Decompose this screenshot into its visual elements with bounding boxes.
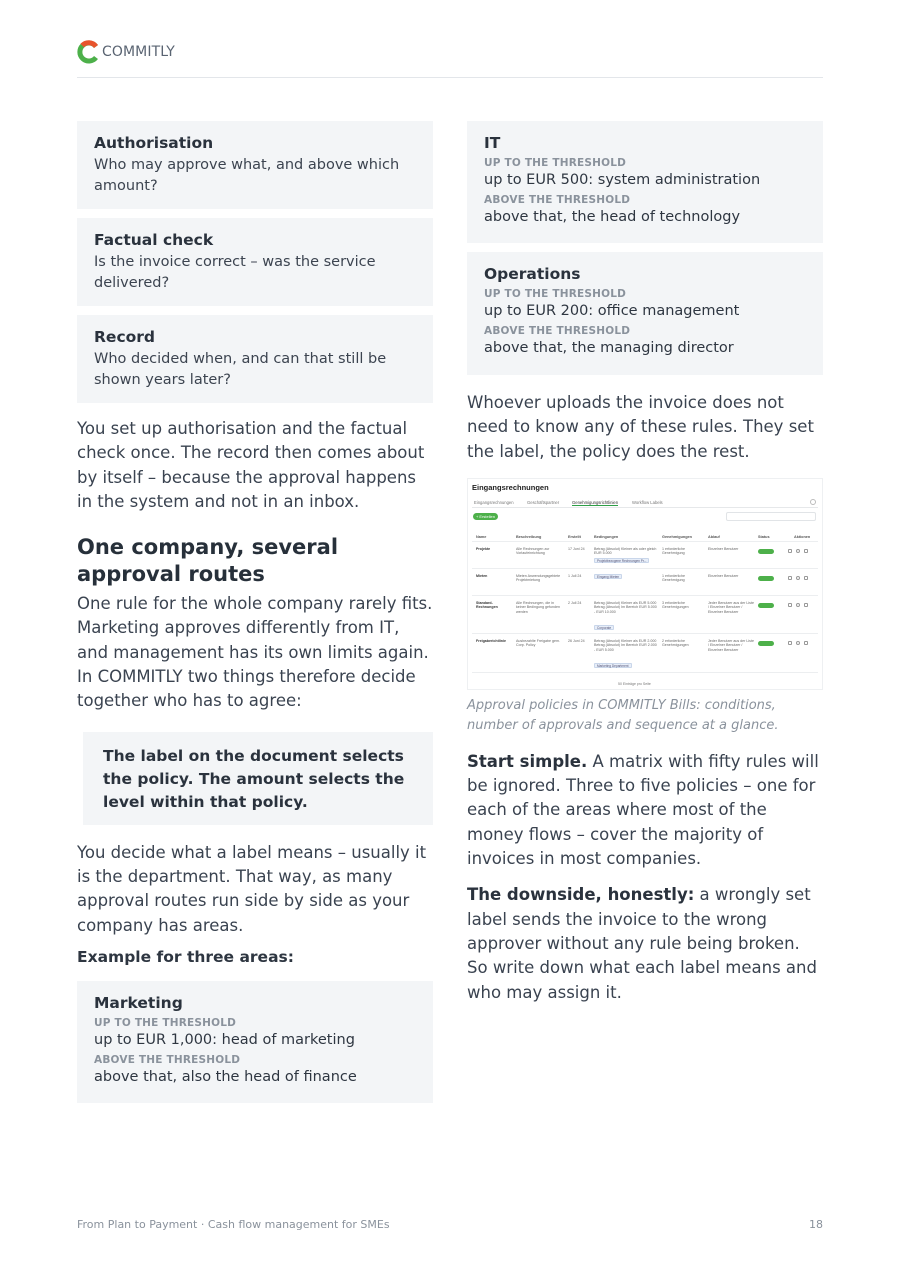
row-date: 1 Juli 24	[568, 573, 582, 578]
delete-icon	[804, 641, 808, 645]
row-desc: Alle Rechnungen, die in keiner Bedingung gefunden werden	[516, 600, 560, 615]
col-header: Erstellt	[568, 534, 581, 539]
col-header: Aktionen	[794, 534, 811, 539]
col-header: Name	[476, 534, 487, 539]
example-heading: Example for three areas:	[77, 947, 294, 966]
paragraph-uploader: Whoever uploads the invoice does not need to know any of these rules. They set the label, the policy does the rest.	[467, 393, 814, 461]
callout-box: The label on the document selects the policy. The amount selects the level within that policy.	[83, 732, 433, 825]
threshold-value: above that, also the head of finance	[94, 1068, 357, 1085]
row-flow: Jeder Benutzer aus der Liste / Einzelner Benutzer / Einzelner Benutzer	[708, 600, 754, 615]
status-toggle	[758, 549, 774, 554]
row-approvals: 1 erforderliche Genehmigung	[662, 573, 685, 583]
row-date: 2 Juli 24	[568, 600, 582, 605]
downside-text: a wrongly set label sends the invoice to the wrong approver without any rule being broken. So write down what each label means and who may assign it.	[467, 885, 817, 1002]
search-input	[726, 512, 816, 521]
table-row	[472, 635, 818, 673]
screenshot-tabs	[472, 499, 818, 508]
paragraph-record: You set up authorisation and the factual check once. The record then comes about by itself – because the approval happens in the system and not in an inbox.	[77, 419, 425, 511]
row-tag: Projektbezogene Rechnungen Pr...	[594, 558, 649, 563]
row-name: Standard-Rechnungen	[476, 600, 498, 610]
downside-bold: The downside, honestly:	[467, 885, 695, 905]
policy-card-it	[467, 121, 823, 243]
tab-partners: Geschäftspartner	[527, 499, 560, 505]
col-header: Ablauf	[708, 534, 720, 539]
row-name: Freigaberichtlinie	[476, 638, 506, 643]
policy-title: Marketing	[94, 993, 183, 1012]
row-approvals: 3 erforderliche Genehmigungen	[662, 600, 689, 610]
row-flow: Jeder Benutzer aus der Liste / Einzelner Benutzer / Einzelner Benutzer	[708, 638, 754, 653]
card-title: Authorisation	[94, 134, 214, 152]
threshold-label: ABOVE THE THRESHOLD	[484, 325, 631, 337]
delete-icon	[804, 549, 808, 553]
pagination: 50 Einträge pro Seite	[618, 681, 651, 686]
edit-icon	[788, 641, 792, 645]
policy-card-marketing	[77, 981, 433, 1103]
commitly-logo-icon	[77, 40, 101, 64]
edit-icon	[788, 603, 792, 607]
app-screenshot	[467, 478, 823, 690]
status-toggle	[758, 603, 774, 608]
copy-icon	[796, 641, 800, 645]
start-text: A matrix with fifty rules will be ignored. Three to five policies – one for each of the areas where most of the money flows – cover the majority of invoices in most companies.	[467, 751, 819, 869]
screenshot-table-header	[472, 534, 818, 542]
paragraph-one-rule: One rule for the whole company rarely fits. Marketing approves differently from IT, and management has its own limits again. In COMMITLY two things therefore decide together who has to agree:	[77, 594, 433, 711]
tab-invoices: Eingangsrechnungen	[474, 499, 514, 505]
row-cond: Betrag (Absolut) Kleiner als EUR 2.000 Betrag (Absolut) Im Bereich EUR 2.000 - EUR 5.000	[594, 638, 657, 653]
row-cond: Betrag (Absolut) Kleiner als oder gleich EUR 5.000	[594, 546, 657, 556]
row-approvals: 2 erforderliche Genehmigungen	[662, 638, 689, 648]
threshold-label: UP TO THE THRESHOLD	[94, 1016, 237, 1029]
threshold-value: up to EUR 500: system administration	[484, 172, 761, 188]
row-name: Projekte	[476, 546, 491, 551]
threshold-value: above that, the head of technology	[484, 209, 741, 225]
table-row	[472, 570, 818, 596]
figure-caption: Approval policies in COMMITLY Bills: conditions, number of approvals and sequence at a glance.	[467, 697, 779, 734]
threshold-value: up to EUR 1,000: head of marketing	[94, 1031, 355, 1048]
row-tag: Eingang Mieten	[594, 574, 622, 579]
paragraph-start-simple	[467, 750, 823, 871]
page-header	[77, 38, 823, 78]
threshold-value: above that, the managing director	[484, 340, 734, 356]
card-text: Who may approve what, and above which amount?	[94, 157, 400, 194]
threshold-value: up to EUR 200: office management	[484, 303, 740, 319]
col-header: Status	[758, 534, 770, 539]
row-cond: Betrag (Absolut) Kleiner als EUR 5.000 Betrag (Absolut) Im Bereich EUR 5.000 - EUR 10.000	[594, 600, 657, 615]
card-factual-check	[77, 218, 433, 306]
copy-icon	[796, 549, 800, 553]
row-date: 26 Juni 24	[568, 638, 585, 643]
policy-title: IT	[484, 134, 501, 152]
brand-name: COMMITLY	[102, 44, 175, 60]
create-button: + Erstellen	[473, 513, 498, 520]
delete-icon	[804, 576, 808, 580]
tab-workflow-labels: Workflow Labels	[632, 499, 663, 505]
row-date: 17 Juni 24	[568, 546, 585, 551]
tab-policies: Genehmigungsrichtlinien	[572, 499, 619, 505]
threshold-label: ABOVE THE THRESHOLD	[484, 194, 631, 206]
col-header: Bedingungen	[594, 534, 619, 539]
card-authorisation	[77, 121, 433, 209]
card-text: Is the invoice correct – was the service delivered?	[94, 254, 376, 291]
delete-icon	[804, 603, 808, 607]
row-tag: Marketing Department	[594, 663, 632, 668]
policy-card-operations	[467, 252, 823, 375]
threshold-label: UP TO THE THRESHOLD	[484, 157, 627, 169]
paragraph-downside	[467, 883, 823, 1004]
row-approvals: 1 erforderliche Genehmigung	[662, 546, 685, 556]
copy-icon	[796, 603, 800, 607]
policy-title: Operations	[484, 265, 581, 283]
card-text: Who decided when, and can that still be shown years later?	[94, 351, 387, 388]
card-title: Record	[94, 328, 156, 346]
table-row	[472, 543, 818, 569]
row-flow: Einzelner Benutzer	[708, 546, 739, 551]
edit-icon	[788, 576, 792, 580]
col-header: Genehmigungen	[662, 534, 692, 539]
row-name: Mieten	[476, 573, 488, 578]
table-row	[472, 597, 818, 634]
card-title: Factual check	[94, 231, 214, 249]
status-toggle	[758, 576, 774, 581]
screenshot-title: Eingangsrechnungen	[472, 482, 549, 492]
threshold-label: UP TO THE THRESHOLD	[484, 288, 627, 300]
card-record	[77, 315, 433, 403]
copy-icon	[796, 576, 800, 580]
status-toggle	[758, 641, 774, 646]
section-heading: One company, several approval routes	[77, 535, 339, 587]
row-tag: Corporate	[594, 625, 614, 630]
row-desc: Ausbezahlte Freigabe gem. Corp. Policy	[516, 638, 560, 648]
row-flow: Einzelner Benutzer	[708, 573, 739, 578]
left-column	[77, 121, 433, 1103]
row-desc: Mieten Anwendungsgebiete Projektmietung	[516, 573, 561, 583]
start-bold: Start simple.	[467, 751, 588, 771]
right-column	[467, 121, 823, 1005]
paragraph-label-meaning: You decide what a label means – usually it is the department. That way, as many approval routes run side by side as your company has areas.	[77, 842, 427, 935]
page-number: 18	[809, 1218, 823, 1231]
row-desc: Alle Rechnungen zur Vorlaufeinrichtung	[516, 546, 550, 556]
edit-icon	[788, 549, 792, 553]
col-header: Beschreibung	[516, 534, 542, 539]
threshold-label: ABOVE THE THRESHOLD	[94, 1053, 241, 1066]
footer-title: From Plan to Payment · Cash flow management for SMEs	[77, 1218, 390, 1231]
